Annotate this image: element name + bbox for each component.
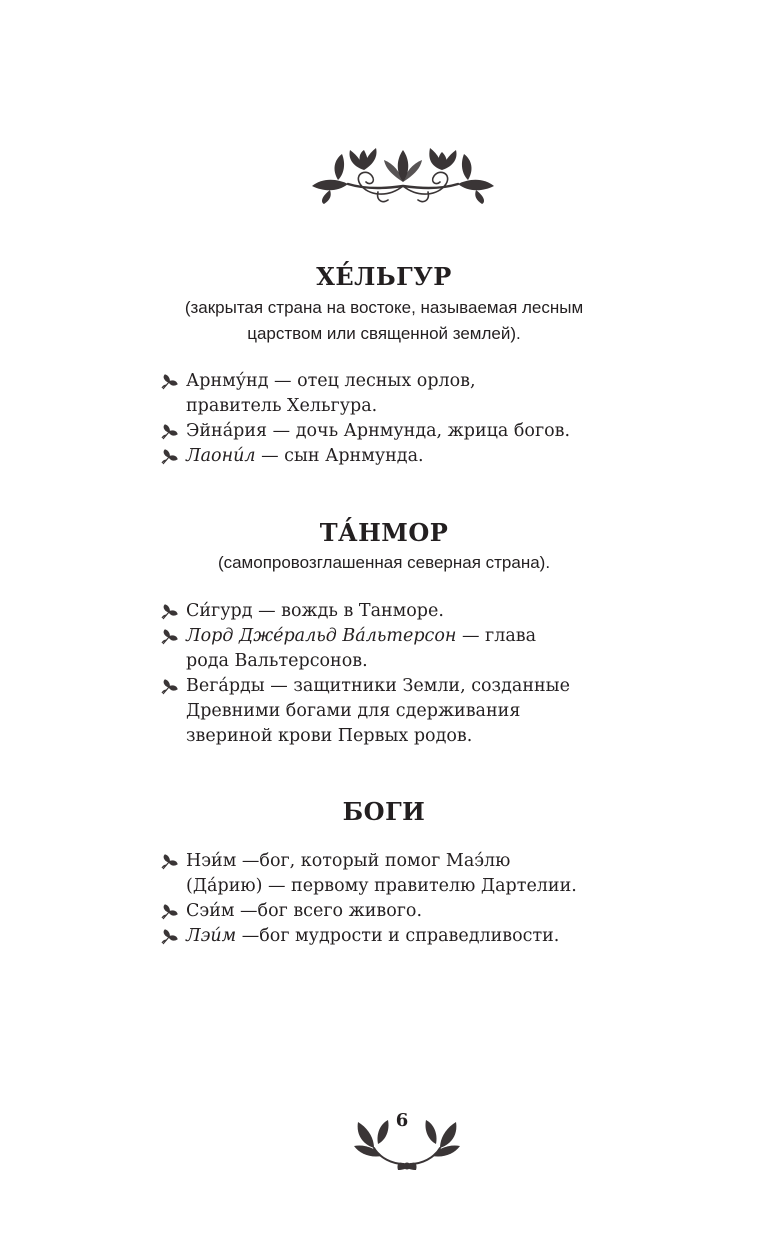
leaf-bullet-icon	[161, 854, 178, 870]
character-description: — дочь Арнмунда, жрица богов.	[267, 421, 571, 441]
character-name: Лаони́л	[186, 446, 256, 466]
character-description: — сын Арнмунда.	[255, 446, 424, 466]
floral-ornament-icon	[308, 146, 498, 204]
list-item	[161, 599, 641, 624]
character-description: —бог, который помог Маэ́лю	[236, 851, 511, 871]
list-item	[161, 899, 641, 924]
character-name: Лэи́м	[186, 926, 237, 946]
list-item	[161, 624, 641, 674]
leaf-bullet-icon	[161, 424, 178, 440]
character-description: Древними богами для сдерживания	[186, 701, 521, 721]
character-name: Лорд Джéральд Ва́льтерсон	[186, 626, 457, 646]
leaf-bullet-icon	[161, 629, 178, 645]
list-item	[161, 444, 641, 469]
list-item	[161, 419, 641, 444]
subtitle-line: царством или священной землей).	[247, 324, 521, 343]
character-description: —бог мудрости и справедливости.	[236, 926, 560, 946]
character-list-helgur	[161, 369, 641, 469]
leaf-bullet-icon	[161, 929, 178, 945]
list-item	[161, 369, 641, 419]
section-title-helgur: ХЕ́ЛЬГУР	[316, 262, 452, 291]
leaf-bullet-icon	[161, 679, 178, 695]
subtitle-line: (закрытая страна на востоке, называемая лесным	[184, 298, 584, 317]
character-description: звериной крови Первых родов.	[186, 726, 473, 746]
list-item	[161, 674, 641, 749]
leaf-bullet-icon	[161, 449, 178, 465]
character-name: Вега́рды	[186, 676, 265, 696]
character-description: — вождь в Танморе.	[252, 601, 444, 621]
character-description: (Да́рию) — первому правителю Дартелии.	[186, 876, 577, 896]
character-description: — глава	[456, 626, 537, 646]
section-subtitle-helgur	[0, 295, 768, 347]
section-subtitle-tanmor	[0, 550, 768, 576]
character-name: Эйна́рия	[186, 421, 268, 441]
character-description: — отец лесных орлов,	[268, 371, 476, 391]
character-name: Си́гурд	[186, 601, 253, 621]
page-number: 6	[395, 1110, 409, 1131]
character-name: Нэи́м	[186, 851, 237, 871]
character-name: Сэи́м	[186, 901, 235, 921]
character-description: рода Вальтерсонов.	[186, 651, 368, 671]
list-item	[161, 924, 641, 949]
character-description: —бог всего живого.	[234, 901, 423, 921]
leaf-bullet-icon	[161, 604, 178, 620]
character-list-tanmor	[161, 599, 641, 749]
character-description: — защитники Земли, созданные	[264, 676, 570, 696]
leaf-bullet-icon	[161, 904, 178, 920]
character-name: Арнму́нд	[186, 371, 269, 391]
character-description: правитель Хельгура.	[186, 396, 378, 416]
subtitle-line: (самопровозглашенная северная страна).	[217, 553, 551, 572]
character-list-gods	[161, 849, 641, 949]
section-title-gods: БОГИ	[342, 797, 426, 826]
section-title-tanmor: ТА́НМОР	[319, 518, 449, 547]
leaf-bullet-icon	[161, 374, 178, 390]
list-item	[161, 849, 641, 899]
